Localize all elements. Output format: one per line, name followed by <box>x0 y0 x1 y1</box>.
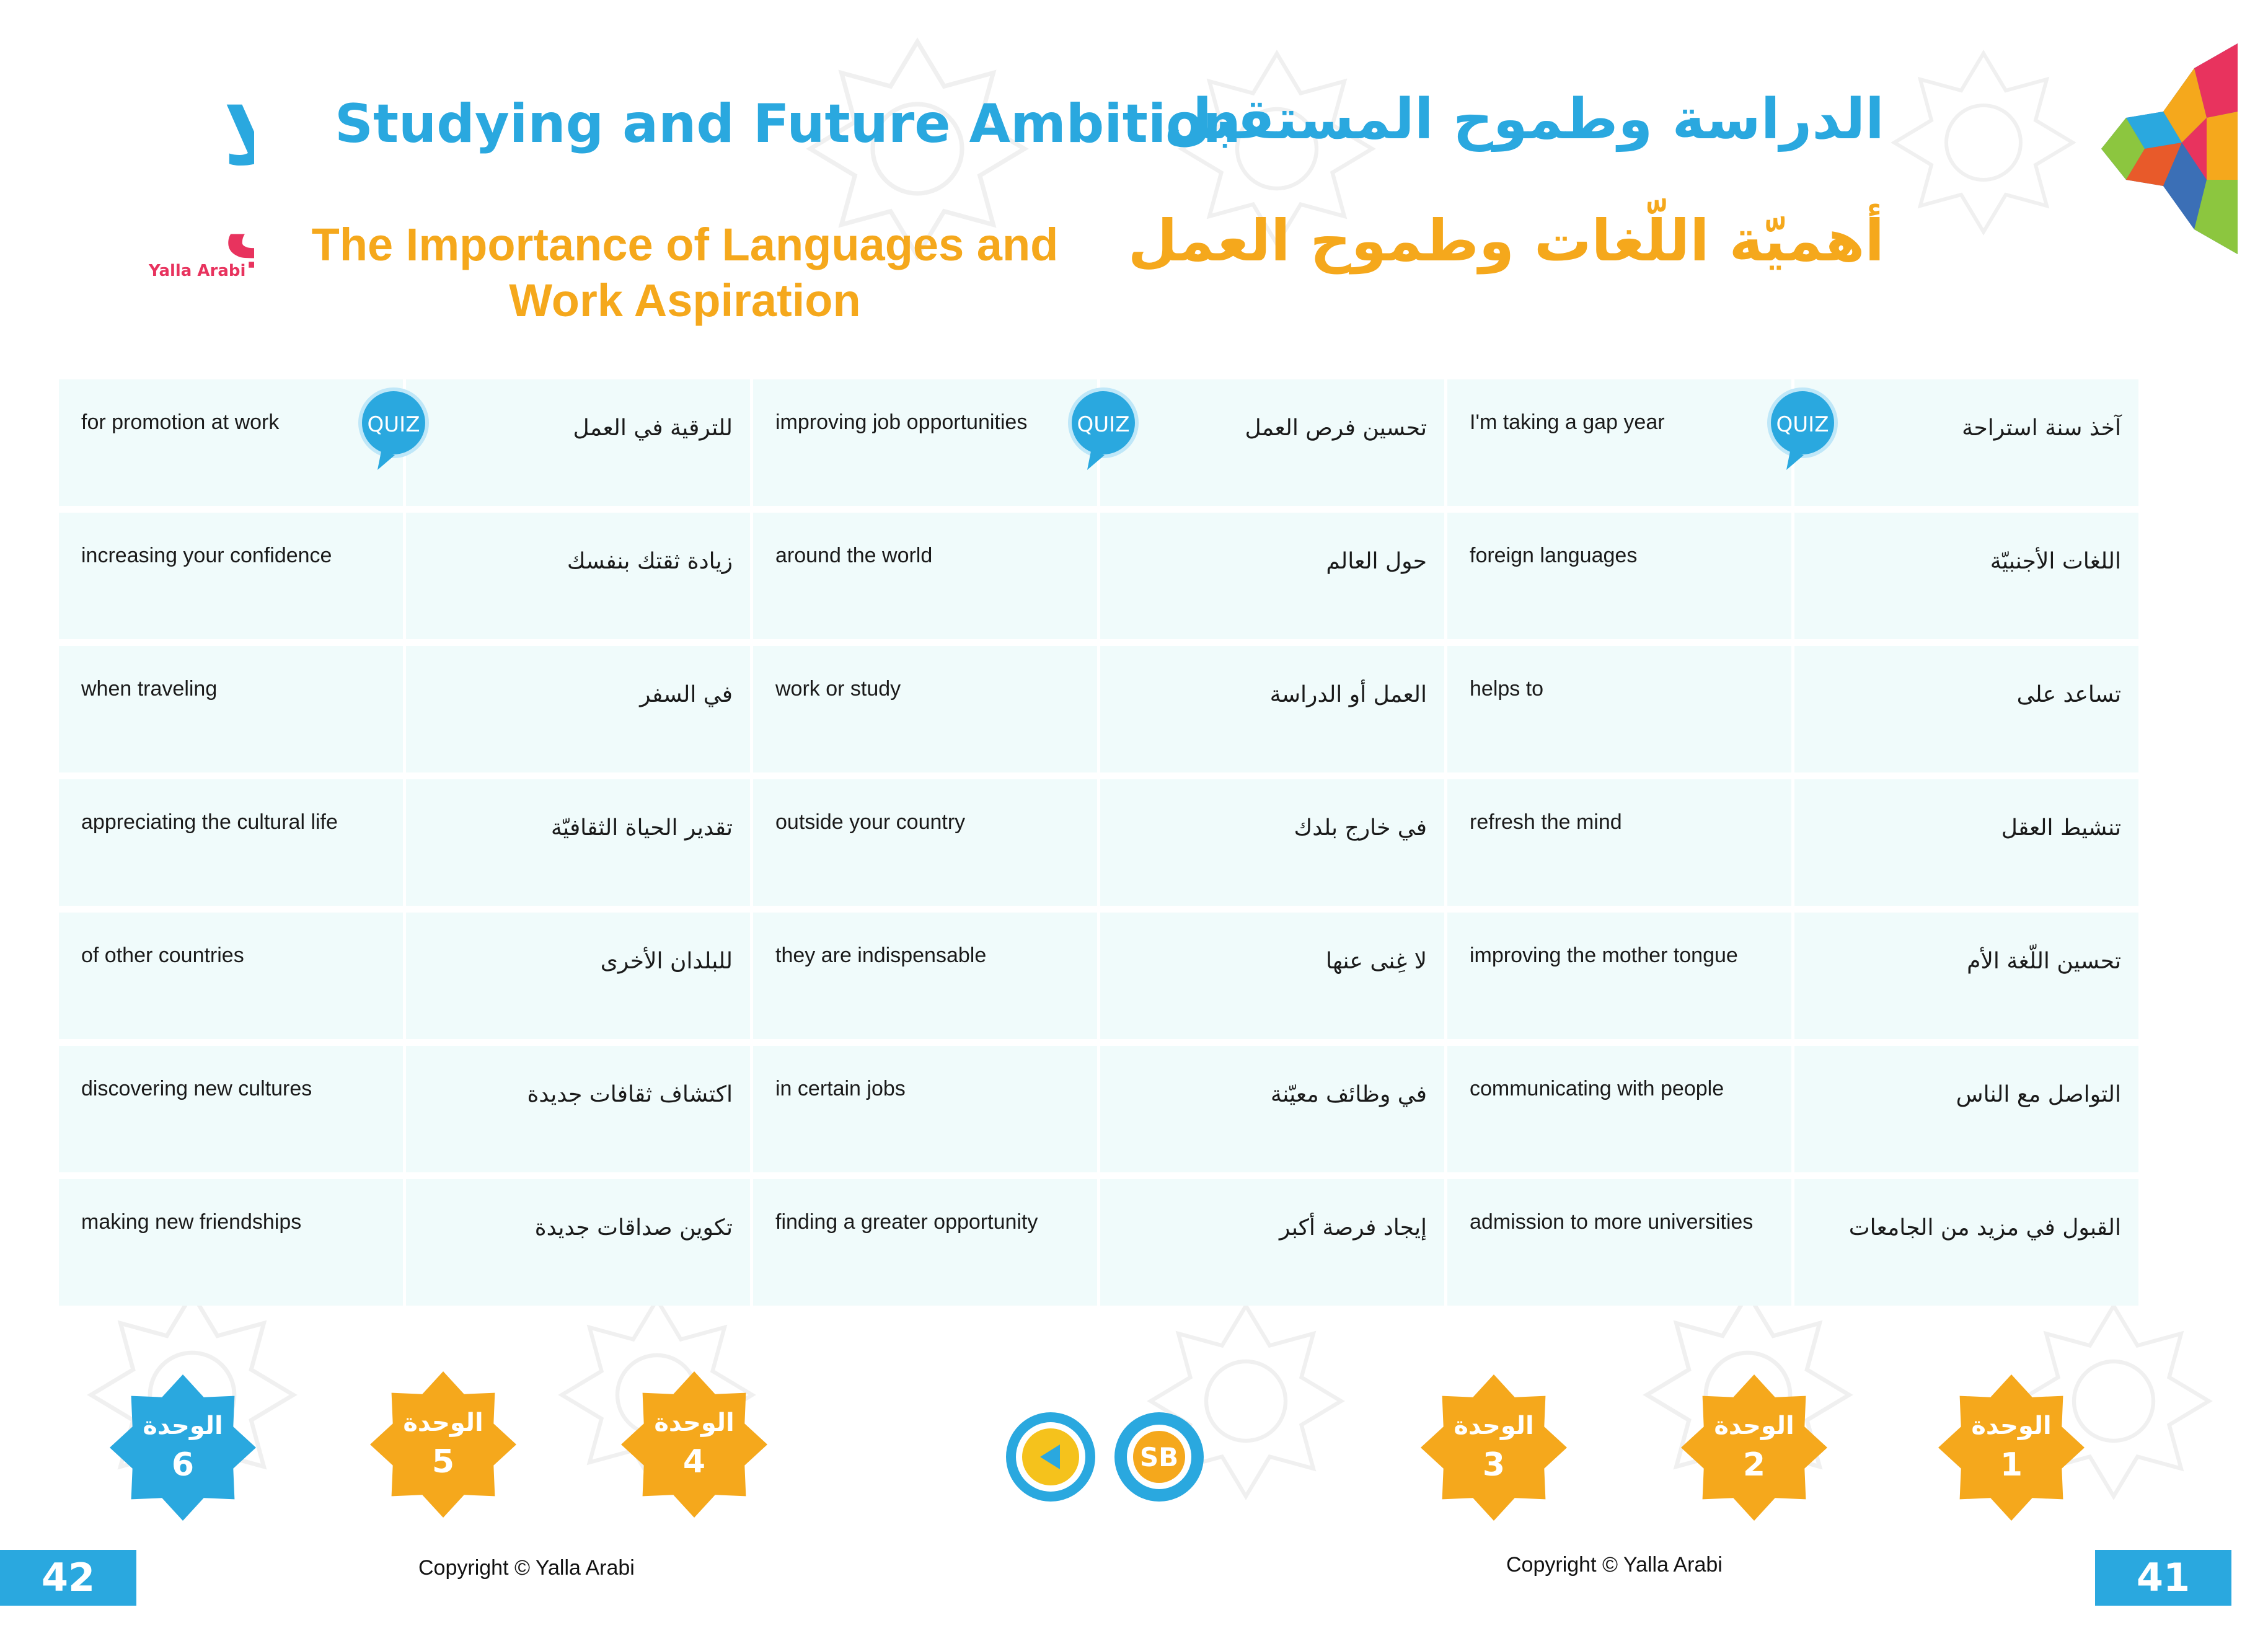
logo-word-arabi <box>223 173 254 268</box>
quiz-label: QUIZ <box>367 412 420 437</box>
logo-caption: Yalla Arabi <box>149 262 246 280</box>
vocab-english-term: around the world <box>753 513 1097 639</box>
page-title-ar: الدراسة وطموح المستقبل <box>1163 87 1884 152</box>
unit-2-button[interactable] <box>1680 1373 1829 1522</box>
vocab-arabic-term: تقدير الحياة الثقافيّة <box>406 779 750 906</box>
quiz-icon[interactable] <box>356 384 431 471</box>
quiz-icon[interactable] <box>1765 384 1840 471</box>
page-subtitle-ar: أهميّة اللّغات وطموح العمل <box>1127 208 1884 274</box>
quiz-icon[interactable] <box>1066 384 1141 471</box>
vocab-english-term: making new friendships <box>59 1179 403 1306</box>
page-number-right: 41 <box>2095 1550 2231 1606</box>
unit-1-button[interactable] <box>1937 1373 2086 1522</box>
vocab-english-term: helps to <box>1447 646 1791 772</box>
vocab-arabic-term: في السفر <box>406 646 750 772</box>
background-ornament <box>1891 50 2076 236</box>
vocab-arabic-term: تكوين صداقات جديدة <box>406 1179 750 1306</box>
vocab-arabic-term: للبلدان الأخرى <box>406 913 750 1039</box>
vocab-english-term: they are indispensable <box>753 913 1097 1039</box>
vocab-row <box>59 779 2148 913</box>
vocab-row <box>59 513 2148 646</box>
vocab-arabic-term: لا غِنى عنها <box>1100 913 1444 1039</box>
vocab-row <box>59 913 2148 1046</box>
audio-play-button[interactable] <box>1004 1410 1097 1503</box>
vocab-english-term: work or study <box>753 646 1097 772</box>
logo-word-yalla: ا <box>223 84 254 185</box>
vocab-english-term: appreciating the cultural life <box>59 779 403 906</box>
vocab-english-term: communicating with people <box>1447 1046 1791 1172</box>
vocab-english-term: outside your country <box>753 779 1097 906</box>
vocab-english-term: for promotion at work <box>59 379 403 506</box>
vocab-english-term: of other countries <box>59 913 403 1039</box>
vocab-row <box>59 646 2148 779</box>
yalla-arabi-logo[interactable] <box>19 62 254 298</box>
page-title-en: Studying and Future Ambition <box>335 93 1241 155</box>
vocab-arabic-term: حول العالم <box>1100 513 1444 639</box>
unit-3-button[interactable] <box>1419 1373 1568 1522</box>
vocab-english-term: finding a greater opportunity <box>753 1179 1097 1306</box>
vocab-english-term: when traveling <box>59 646 403 772</box>
mosaic-corner-decoration <box>2089 43 2238 254</box>
page-number-left: 42 <box>0 1550 136 1606</box>
vocab-english-term: refresh the mind <box>1447 779 1791 906</box>
unit-label: الوحدة <box>143 1412 223 1440</box>
unit-number: 2 <box>1742 1446 1766 1484</box>
vocab-arabic-term: آخذ سنة استراحة <box>1794 379 2138 506</box>
unit-number: 4 <box>682 1443 706 1480</box>
vocab-arabic-term: زيادة ثقتك بنفسك <box>406 513 750 639</box>
unit-number: 6 <box>171 1446 195 1484</box>
vocab-english-term: in certain jobs <box>753 1046 1097 1172</box>
vocab-arabic-term: القبول في مزيد من الجامعات <box>1794 1179 2138 1306</box>
vocab-row <box>59 1046 2148 1179</box>
unit-label: الوحدة <box>403 1409 483 1437</box>
vocab-arabic-term: العمل أو الدراسة <box>1100 646 1444 772</box>
vocabulary-table <box>59 379 2148 1312</box>
unit-4-button[interactable] <box>620 1370 769 1519</box>
vocab-arabic-term: اللغات الأجنبيّة <box>1794 513 2138 639</box>
vocab-row <box>59 1179 2148 1312</box>
unit-label: الوحدة <box>1971 1412 2052 1440</box>
subtitle-en-line1: The Importance of Languages and <box>311 219 1059 270</box>
page-subtitle-en <box>298 217 1072 329</box>
vocab-english-term: improving job opportunities <box>753 379 1097 506</box>
unit-label: الوحدة <box>1714 1412 1794 1440</box>
vocab-arabic-term: التواصل مع الناس <box>1794 1046 2138 1172</box>
sb-label: SB <box>1139 1442 1179 1472</box>
subtitle-en-line2: Work Aspiration <box>509 275 861 326</box>
vocab-arabic-term: تحسين اللّغة الأم <box>1794 913 2138 1039</box>
quiz-label: QUIZ <box>1077 412 1130 437</box>
student-book-button[interactable] <box>1113 1410 1206 1503</box>
quiz-label: QUIZ <box>1776 412 1829 437</box>
vocab-english-term: discovering new cultures <box>59 1046 403 1172</box>
unit-label: الوحدة <box>1454 1412 1534 1440</box>
unit-6-button[interactable] <box>108 1373 257 1522</box>
vocab-arabic-term: تحسين فرص العمل <box>1100 379 1444 506</box>
vocab-arabic-term: إيجاد فرصة أكبر <box>1100 1179 1444 1306</box>
vocab-arabic-term: اكتشاف ثقافات جديدة <box>406 1046 750 1172</box>
vocab-english-term: increasing your confidence <box>59 513 403 639</box>
unit-label: الوحدة <box>654 1409 735 1437</box>
unit-number: 5 <box>431 1443 455 1480</box>
copyright-left: Copyright © Yalla Arabi <box>418 1556 635 1580</box>
vocab-arabic-term: في وظائف معيّنة <box>1100 1046 1444 1172</box>
vocab-english-term: admission to more universities <box>1447 1179 1791 1306</box>
unit-number: 1 <box>2000 1446 2023 1484</box>
unit-number: 3 <box>1482 1446 1506 1484</box>
vocab-arabic-term: تنشيط العقل <box>1794 779 2138 906</box>
vocab-arabic-term: في خارج بلدك <box>1100 779 1444 906</box>
vocab-arabic-term: تساعد على <box>1794 646 2138 772</box>
vocab-arabic-term: للترقية في العمل <box>406 379 750 506</box>
unit-5-button[interactable] <box>369 1370 518 1519</box>
vocab-english-term: foreign languages <box>1447 513 1791 639</box>
vocab-english-term: I'm taking a gap year <box>1447 379 1791 506</box>
copyright-right: Copyright © Yalla Arabi <box>1506 1553 1723 1577</box>
vocab-english-term: improving the mother tongue <box>1447 913 1791 1039</box>
